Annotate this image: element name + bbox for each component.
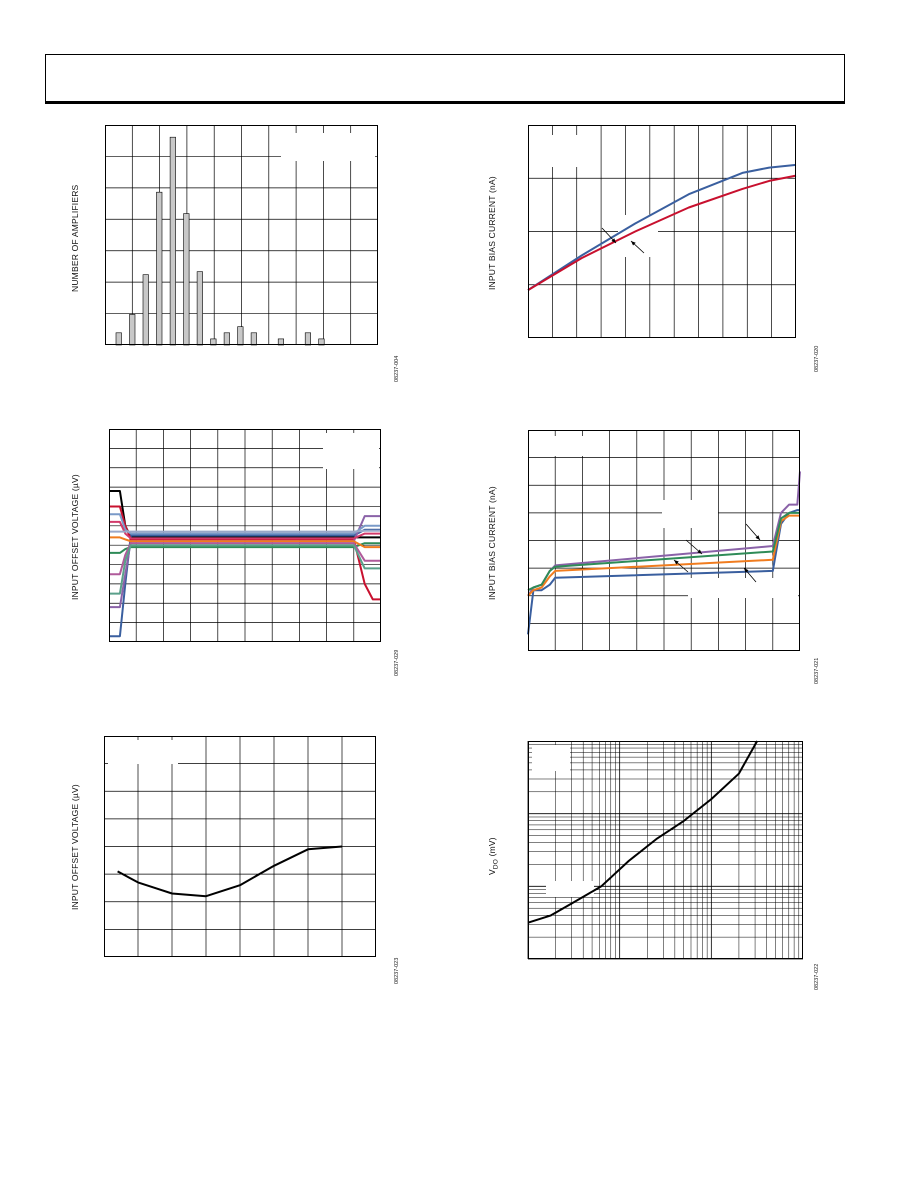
histogram-bar	[157, 192, 163, 345]
chart-2-figure-id: 08237-029	[394, 649, 400, 676]
chart-4-figure-id: 08237-023	[394, 957, 400, 984]
histogram-bar	[251, 333, 257, 345]
page-header-box	[45, 54, 845, 102]
chart-2-series-10	[109, 531, 381, 532]
histogram-bar	[170, 137, 176, 345]
annotation-area	[532, 135, 592, 167]
annotation-area	[108, 740, 178, 764]
histogram-bar	[224, 333, 230, 345]
chart-1-series-0	[528, 165, 796, 290]
chart-2-ylabel: INPUT OFFSET VOLTAGE (µV)	[70, 474, 80, 600]
chart-0-ylabel: NUMBER OF AMPLIFIERS	[70, 184, 80, 292]
chart-5-ylabel	[487, 837, 500, 875]
annotation-area	[688, 578, 798, 598]
chart-0-figure-id: 08237-004	[394, 355, 400, 382]
chart-5-log-chart	[528, 741, 803, 959]
chart-4-ylabel: INPUT OFFSET VOLTAGE (µV)	[70, 784, 80, 910]
chart-3-figure-id: 08237-021	[814, 657, 820, 684]
annotation-area	[532, 745, 570, 771]
annotation-area	[662, 500, 718, 528]
page-header-rule	[45, 102, 845, 104]
histogram-bar	[184, 214, 190, 345]
plot-frame	[529, 742, 803, 959]
histogram-bar	[116, 333, 122, 345]
chart-3-ylabel: INPUT BIAS CURRENT (nA)	[487, 486, 497, 600]
histogram-bar	[197, 272, 203, 345]
chart-1-line-chart	[528, 125, 796, 338]
chart-5-figure-id: 08237-022	[814, 963, 820, 990]
histogram-bar	[238, 327, 244, 345]
chart-2-line-chart	[109, 429, 381, 642]
chart-5-ylabel-sub: DO	[492, 858, 500, 870]
legend-area	[323, 433, 379, 469]
chart-5-ylabel-unit: (mV)	[487, 837, 497, 859]
annotation-area	[532, 436, 592, 456]
legend-area	[281, 133, 375, 161]
histogram-bar	[143, 275, 149, 345]
histogram-bar	[130, 314, 136, 345]
chart-3-line-chart	[528, 430, 800, 651]
chart-4-line-chart	[104, 736, 376, 957]
chart-1-series-1	[528, 176, 796, 291]
histogram-bar	[305, 333, 311, 345]
chart-5-ylabel-v: V	[487, 869, 497, 875]
chart-0-histogram	[105, 125, 378, 345]
chart-1-figure-id: 08237-020	[814, 345, 820, 372]
chart-1-ylabel: INPUT BIAS CURRENT (nA)	[487, 176, 497, 290]
